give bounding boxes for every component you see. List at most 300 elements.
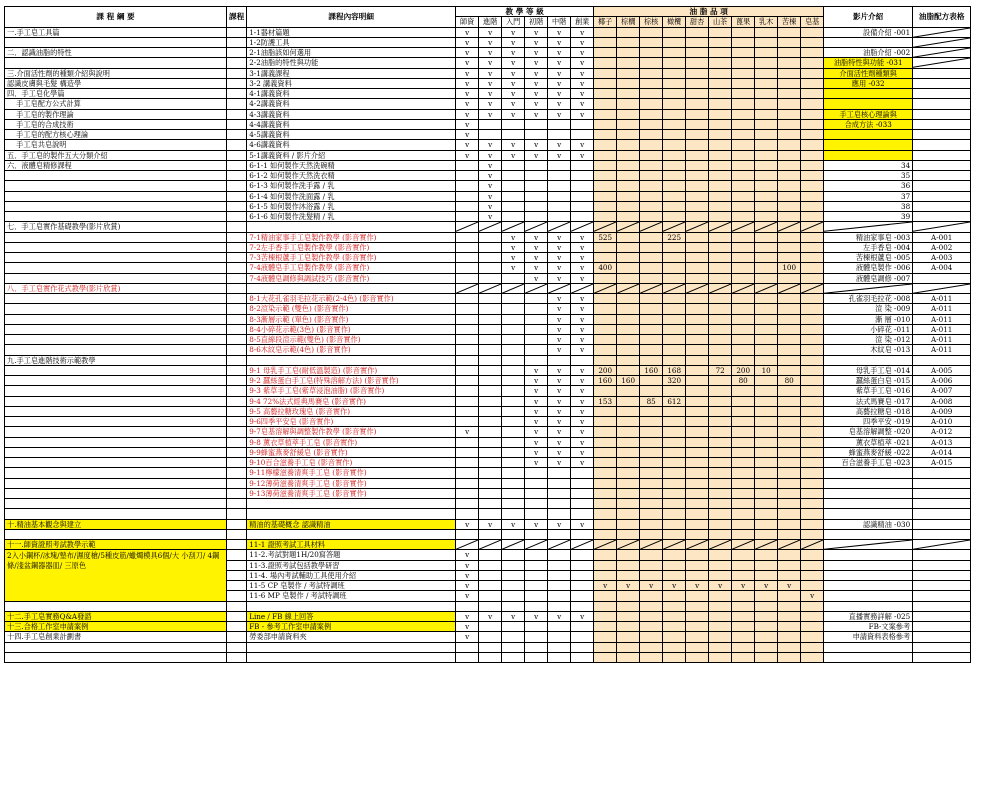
video-cell: 設備介紹 -001 [824,27,913,37]
oil-amount-6 [732,273,755,283]
level-mark-3 [525,324,548,334]
video-cell [824,130,913,140]
oil-amount-5 [709,324,732,334]
oil-amount-1: v [617,581,640,591]
course-row [5,253,971,263]
content-cell: 6-1-6 如何製作洗髮精 / 乳 [247,212,456,222]
recipe-cell: A-002 [913,242,971,252]
oil-amount-6 [732,212,755,222]
level-mark-5 [571,181,594,191]
level-mark-1 [479,406,502,416]
oil-amount-0 [594,632,617,642]
oil-amount-4 [686,304,709,314]
outline-cell [5,427,227,437]
oil-amount-8 [778,601,801,611]
recipe-cell: A-006 [913,376,971,386]
recipe-cell [913,37,971,47]
content-cell: 1-2防護工具 [247,37,456,47]
levels-header: 教 學 等 級 [456,7,594,17]
level-mark-2: v [502,68,525,78]
level-header-4: 中階 [548,17,571,27]
level-mark-3: v [525,150,548,160]
level-mark-2 [502,591,525,601]
lesson-cell [227,304,247,314]
level-mark-3 [525,622,548,632]
oil-amount-1 [617,304,640,314]
level-mark-0: v [456,560,479,570]
outline-cell: 十.精油基本觀念與建立 [5,519,227,529]
oil-amount-7 [755,345,778,355]
level-mark-0 [456,345,479,355]
oil-amount-3 [663,171,686,181]
oil-amount-1 [617,294,640,304]
level-mark-0: v [456,68,479,78]
lesson-cell [227,191,247,201]
level-mark-2 [502,458,525,468]
recipe-cell: A-011 [913,314,971,324]
level-mark-2: v [502,263,525,273]
level-mark-2: v [502,37,525,47]
level-mark-2 [502,560,525,570]
oil-header-8: 苦楝 [778,17,801,27]
level-mark-3 [525,130,548,140]
oil-amount-7 [755,427,778,437]
level-mark-5: v [571,458,594,468]
oil-amount-3 [663,417,686,427]
level-mark-1 [479,253,502,263]
oil-amount-5 [709,355,732,365]
oil-amount-7 [755,376,778,386]
level-mark-2 [502,191,525,201]
oil-amount-2 [640,324,663,334]
recipe-cell: A-004 [913,263,971,273]
course-table-container [4,6,971,663]
outline-cell [5,232,227,242]
level-mark-1 [479,386,502,396]
oil-amount-3 [663,550,686,560]
oil-amount-5 [709,601,732,611]
level-mark-3: v [525,437,548,447]
level-mark-5: v [571,99,594,109]
level-mark-1 [479,355,502,365]
level-mark-4: v [548,304,571,314]
course-row [5,355,971,365]
lesson-cell [227,89,247,99]
course-row [5,273,971,283]
oil-amount-3 [663,386,686,396]
level-mark-0: v [456,427,479,437]
level-mark-1: v [479,48,502,58]
oil-amount-1 [617,560,640,570]
level-mark-2 [502,345,525,355]
level-mark-0 [456,376,479,386]
oil-amount-4 [686,376,709,386]
level-mark-1 [479,130,502,140]
level-mark-3: v [525,376,548,386]
level-mark-5: v [571,232,594,242]
oil-amount-2 [640,191,663,201]
oil-amount-4 [686,550,709,560]
content-cell: 9-5 高藝拉糖玫瑰皂 (影音實作) [247,406,456,416]
level-mark-5: v [571,27,594,37]
content-cell [247,355,456,365]
course-row [5,294,971,304]
lesson-cell [227,27,247,37]
course-row [5,611,971,621]
oil-amount-9 [801,78,824,88]
level-mark-4 [548,160,571,170]
level-mark-3: v [525,447,548,457]
oil-amount-4 [686,232,709,242]
oil-amount-2 [640,119,663,129]
oil-amount-8 [778,181,801,191]
content-cell: 9-4 72%法式經典馬賽皂 (影音實作) [247,396,456,406]
recipe-cell [913,611,971,621]
level-mark-3 [525,335,548,345]
level-mark-5 [571,171,594,181]
oil-amount-4 [686,48,709,58]
oil-amount-1 [617,499,640,509]
oil-amount-4 [686,406,709,416]
oil-amount-2 [640,509,663,519]
level-mark-2 [502,376,525,386]
course-row [5,345,971,355]
outline-cell [5,253,227,263]
level-mark-1: v [479,150,502,160]
oil-amount-3 [663,99,686,109]
oil-amount-9 [801,468,824,478]
recipe-header: 油脂配方表格 [913,7,971,28]
level-mark-3 [525,314,548,324]
oil-amount-9 [801,201,824,211]
level-mark-1 [479,478,502,488]
oil-amount-3 [663,48,686,58]
oil-amount-6 [732,488,755,498]
oil-amount-8: 80 [778,376,801,386]
level-mark-3 [525,212,548,222]
recipe-cell: A-013 [913,437,971,447]
oil-amount-1 [617,242,640,252]
lesson-cell [227,294,247,304]
recipe-cell [913,140,971,150]
level-mark-4: v [548,437,571,447]
video-cell: 38 [824,201,913,211]
content-cell: 4-4講義資料 [247,119,456,129]
oil-amount-7 [755,201,778,211]
oil-amount-5 [709,89,732,99]
level-mark-2 [502,509,525,519]
video-cell: 37 [824,191,913,201]
oil-amount-3 [663,201,686,211]
level-mark-5: v [571,294,594,304]
oil-amount-1 [617,335,640,345]
oil-amount-8 [778,171,801,181]
oil-header-3: 橄欖 [663,17,686,27]
recipe-cell: A-010 [913,417,971,427]
oil-amount-1 [617,468,640,478]
oil-amount-3 [663,130,686,140]
lesson-cell [227,345,247,355]
oil-amount-7 [755,68,778,78]
oil-amount-6 [732,652,755,662]
level-mark-1: v [479,99,502,109]
oil-amount-5 [709,447,732,457]
oil-amount-4 [686,355,709,365]
outline-cell [5,314,227,324]
oil-header-0: 椰子 [594,17,617,27]
oil-amount-2 [640,345,663,355]
outline-cell [5,642,227,652]
oil-amount-1 [617,427,640,437]
oil-amount-1 [617,458,640,468]
oil-amount-3 [663,263,686,273]
content-cell: 11-6 MP 皂製作 / 考試特調班 [247,591,456,601]
level-mark-4 [548,171,571,181]
content-cell: 7-4液體皂手工皂製作教學 (影音實作) [247,263,456,273]
outline-cell [5,437,227,447]
level-mark-0 [456,458,479,468]
oil-amount-0 [594,283,617,293]
oil-amount-1 [617,540,640,550]
oil-amount-8 [778,529,801,539]
level-mark-1: v [479,78,502,88]
oil-amount-7 [755,253,778,263]
oil-amount-8 [778,37,801,47]
course-row [5,652,971,662]
oil-amount-9 [801,89,824,99]
oil-amount-6 [732,642,755,652]
oil-amount-5 [709,253,732,263]
oil-amount-5 [709,386,732,396]
video-cell [824,509,913,519]
recipe-cell: A-007 [913,386,971,396]
oil-amount-2 [640,232,663,242]
oil-amount-5 [709,58,732,68]
course-row [5,283,971,293]
outline-cell: 手工皂的合成技術 [5,119,227,129]
level-mark-4: v [548,335,571,345]
video-cell: 應用 -032 [824,78,913,88]
level-mark-3: v [525,27,548,37]
level-mark-5 [571,642,594,652]
oil-amount-3 [663,119,686,129]
course-row [5,406,971,416]
level-mark-5 [571,119,594,129]
level-mark-1 [479,345,502,355]
video-cell: 36 [824,181,913,191]
oil-amount-5 [709,488,732,498]
outline-cell: 手工皂配方公式計算 [5,99,227,109]
oil-amount-1 [617,550,640,560]
oil-amount-0 [594,529,617,539]
oil-amount-3: 320 [663,376,686,386]
oil-amount-2 [640,273,663,283]
oil-amount-2: 160 [640,365,663,375]
oil-amount-5 [709,212,732,222]
level-mark-0 [456,222,479,232]
level-mark-3: v [525,99,548,109]
recipe-cell [913,109,971,119]
oil-amount-3 [663,191,686,201]
level-mark-2 [502,273,525,283]
level-mark-0 [456,437,479,447]
oil-amount-1 [617,212,640,222]
oil-amount-0 [594,171,617,181]
oil-amount-0 [594,601,617,611]
content-cell: 8-4小碎花示範(3色) (影音實作) [247,324,456,334]
oil-amount-4 [686,78,709,88]
level-mark-5: v [571,417,594,427]
oil-amount-5 [709,222,732,232]
oil-amount-8 [778,519,801,529]
video-cell: 液體皂製作 -006 [824,263,913,273]
lesson-cell [227,273,247,283]
oil-amount-7 [755,37,778,47]
oil-amount-6 [732,222,755,232]
level-mark-2 [502,632,525,642]
oil-amount-8 [778,130,801,140]
level-mark-2 [502,119,525,129]
oil-amount-8 [778,78,801,88]
oil-amount-9 [801,181,824,191]
oil-amount-8: v [778,581,801,591]
course-row [5,437,971,447]
oil-amount-4 [686,447,709,457]
content-cell: 5-1講義資料 / 影片介紹 [247,150,456,160]
level-mark-2 [502,304,525,314]
oil-amount-0 [594,642,617,652]
level-mark-2 [502,570,525,580]
oil-amount-8 [778,540,801,550]
oil-amount-9 [801,396,824,406]
oil-amount-6 [732,560,755,570]
oil-amount-1 [617,314,640,324]
level-mark-2 [502,314,525,324]
oil-amount-8 [778,109,801,119]
oil-amount-6 [732,294,755,304]
oil-amount-7: 10 [755,365,778,375]
level-mark-5 [571,632,594,642]
oil-amount-0 [594,519,617,529]
oil-amount-5 [709,458,732,468]
outline-cell: 手工皂的製作理論 [5,109,227,119]
video-cell [824,550,913,560]
oil-amount-8 [778,345,801,355]
course-row [5,242,971,252]
oil-amount-8 [778,140,801,150]
level-mark-2 [502,212,525,222]
recipe-cell: A-008 [913,396,971,406]
recipe-cell [913,519,971,529]
oil-amount-9 [801,119,824,129]
level-mark-5 [571,222,594,232]
course-row [5,304,971,314]
oil-amount-6 [732,68,755,78]
lesson-cell [227,68,247,78]
oil-amount-6 [732,99,755,109]
level-mark-0: v [456,581,479,591]
oil-amount-4 [686,499,709,509]
course-row [5,171,971,181]
video-cell [824,283,913,293]
oil-amount-5 [709,150,732,160]
content-cell: 6-1-1 如何製作天然洗碗精 [247,160,456,170]
level-mark-4 [548,652,571,662]
content-cell: 8-3漸層示範 (單色) (影音實作) [247,314,456,324]
content-cell: 4-5講義資料 [247,130,456,140]
video-cell: 苦楝根蘆皂 -005 [824,253,913,263]
oil-amount-7 [755,160,778,170]
course-row [5,396,971,406]
oil-amount-7 [755,48,778,58]
oil-amount-7 [755,560,778,570]
outline-cell: 十一.師資證照考試教學示範 [5,540,227,550]
oil-amount-9 [801,386,824,396]
oil-amount-2: 85 [640,396,663,406]
oil-amount-6 [732,78,755,88]
content-cell: 8-2渲染示範 (雙色) (影音實作) [247,304,456,314]
lesson-cell [227,611,247,621]
oil-amount-5 [709,160,732,170]
oil-amount-8 [778,570,801,580]
oil-amount-7 [755,478,778,488]
level-mark-1 [479,283,502,293]
oil-amount-0 [594,417,617,427]
lesson-cell [227,447,247,457]
content-cell [247,222,456,232]
video-cell [824,37,913,47]
oil-amount-7 [755,622,778,632]
oil-amount-0 [594,622,617,632]
course-row [5,150,971,160]
video-cell: 木紋皂 -013 [824,345,913,355]
level-mark-1 [479,396,502,406]
level-mark-4 [548,601,571,611]
oil-amount-6 [732,232,755,242]
oil-amount-6 [732,519,755,529]
outline-cell: 七．手工皂實作基礎教學(影片欣賞) [5,222,227,232]
oil-amount-0 [594,109,617,119]
oil-amount-0 [594,201,617,211]
level-mark-0 [456,283,479,293]
level-mark-0: v [456,591,479,601]
oil-amount-4 [686,68,709,78]
content-cell: 9-8 薰衣草植萃手工皂 (影音實作) [247,437,456,447]
lesson-cell [227,109,247,119]
content-cell: 11-4. 場內考試輔助工具使用介紹 [247,570,456,580]
oil-amount-9 [801,581,824,591]
outline-cell: 五．手工皂的製作五大分類介紹 [5,150,227,160]
level-mark-4 [548,509,571,519]
level-mark-5: v [571,396,594,406]
lesson-cell [227,58,247,68]
oil-amount-2 [640,540,663,550]
oil-amount-4 [686,540,709,550]
oil-amount-8 [778,232,801,242]
outline-cell [5,304,227,314]
oil-amount-4 [686,335,709,345]
level-mark-3 [525,181,548,191]
level-mark-1 [479,324,502,334]
level-mark-4: v [548,324,571,334]
oil-amount-1 [617,171,640,181]
level-mark-5: v [571,89,594,99]
level-mark-2: v [502,109,525,119]
oil-amount-6 [732,140,755,150]
level-mark-1 [479,447,502,457]
outline-cell: 十四.手工皂創業計劃書 [5,632,227,642]
recipe-cell [913,160,971,170]
